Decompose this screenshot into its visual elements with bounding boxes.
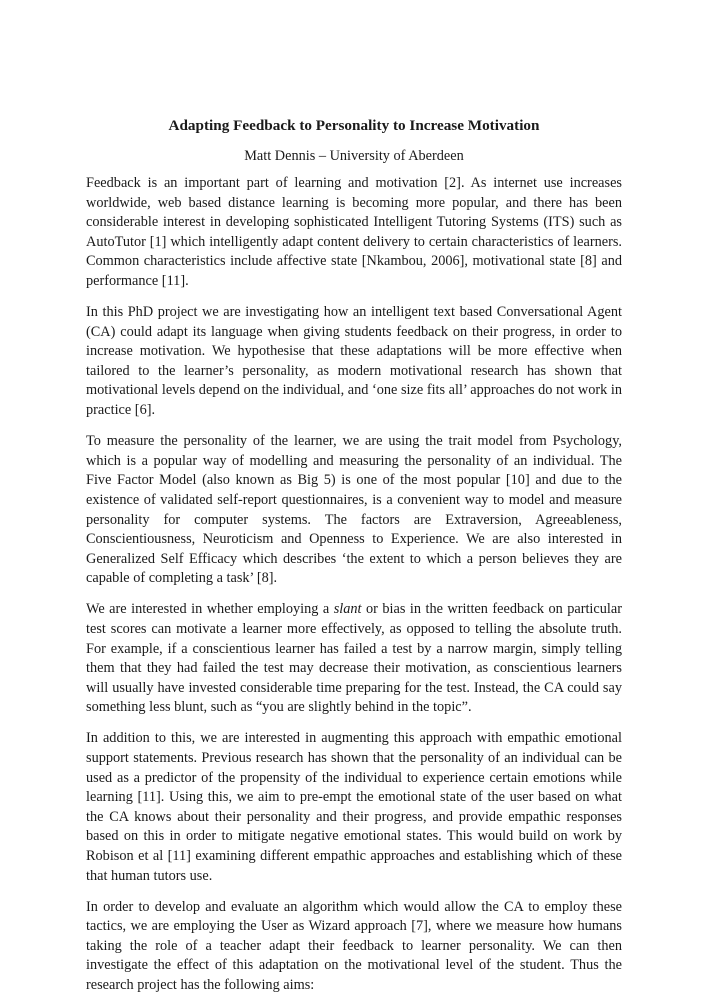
paragraph-aims: In order to develop and evaluate an algorithm which would allow the CA to employ these tactics, we are employing the User as Wizard approach [7], where we measure how humans taking the role of a teacher adapt their feedback to learner personality. We can then investigate the effect of this adaptation on the motivational level of the student. Thus the research project has the following aims: (86, 898, 622, 994)
paragraph-slant (86, 600, 622, 718)
author-affiliation: Matt Dennis – University of Aberdeen (244, 148, 464, 164)
paragraph-intro: Feedback is an important part of learning and motivation [2]. As internet use increases worldwide, web based distance learning is becoming more popular, and there has been considerable interest in developing sophisticated Intelligent Tutoring Systems (ITS) such as AutoTutor [1] which intelligently adapt content delivery to certain characteristics of learners. Common characteristics include affective state [Nkambou, 2006], motivational state [8] and performance [11]. (86, 175, 622, 289)
paragraph-slant-before: We are interested in whether employing a (86, 601, 334, 618)
emphasis-slant: slant (333, 601, 362, 618)
paragraph-project: In this PhD project we are investigating how an intelligent text based Conversational Agent (CA) could adapt its language when giving students feedback on their progress, in order to increase motivation. We hypothesise that these adaptations will be more effective when tailored to the learner’s personality, as modern motivational research has shown that motivational levels depend on the individual, and ‘one size fits all’ approaches do not work in practice [6]. (86, 304, 622, 419)
paragraph-personality: To measure the personality of the learner, we are using the trait model from Psychology, which is a popular way of modelling and measuring the personality of an individual. The Five Factor Model (also known as Big 5) is one of the most popular [10] and due to the existence of validated self-report questionnaires, is a convenient way to model and measure personality for computer systems. The factors are Extraversion, Agreeableness, Conscientiousness, Neuroticism and Openness to Experience. We are also interested in Generalized Self Efficacy which describes ‘the extent to which a person believes they are capable of completing a task’ [8]. (86, 433, 622, 587)
paragraph-empathy: In addition to this, we are interested in augmenting this approach with empathic emotional support statements. Previous research has shown that the personality of an individual can be used as a predictor of the propensity of the individual to experience certain emotions while learning [11]. Using this, we aim to pre-empt the emotional state of the user based on what the CA knows about their personality and their progress, and provide empathic responses based on this in order to mitigate negative emotional states. This would build on work by Robison et al [11] examining different empathic approaches and establishing which of these that human tutors use. (86, 730, 622, 884)
paragraph-slant-after: or bias in the written feedback on particular test scores can motivate a learner more effectively, as opposed to telling the absolute truth. For example, if a conscientious learner has failed a test by a narrow margin, simply telling them that they had failed the test may decrease their motivation, as conscientious learners will usually have invested considerable time preparing for the test. Instead, the CA could say something less blunt, such as “you are slightly behind in the topic”. (86, 601, 622, 716)
document-title: Adapting Feedback to Personality to Increase Motivation (168, 117, 540, 134)
document-body (86, 174, 622, 1007)
